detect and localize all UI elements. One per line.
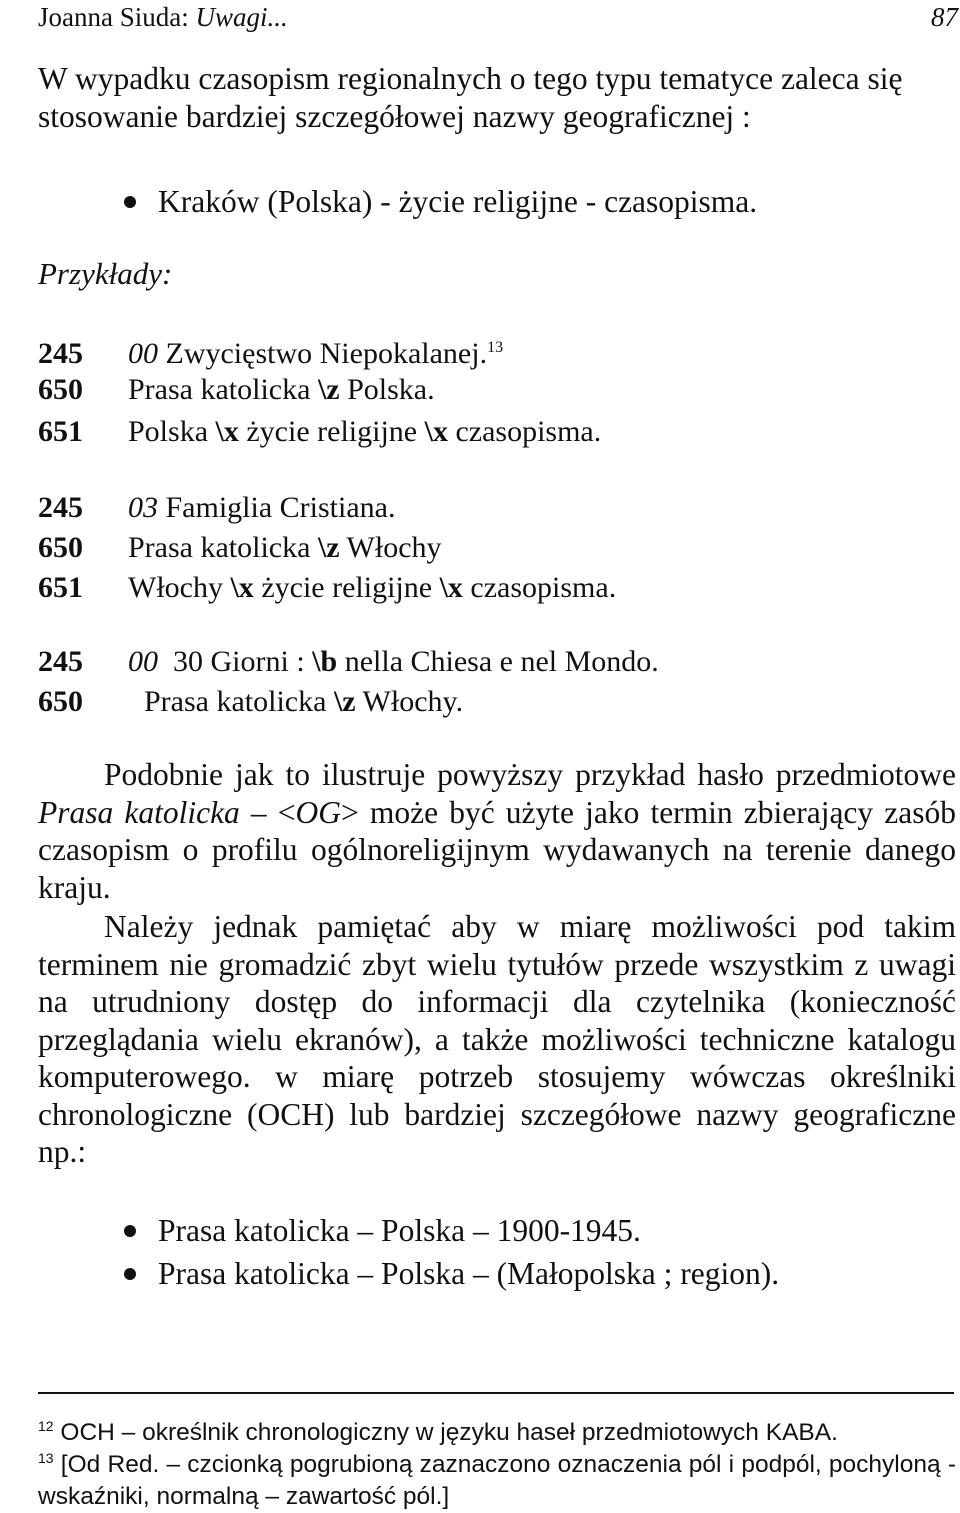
- running-header: [38, 2, 958, 38]
- bullet-item: Prasa katolicka – Polska – (Małopolska ; region).: [124, 1255, 779, 1292]
- footnote: $^{13}$ [Od Red. – czcionką pogrubioną zaznaczono oznaczenia pól i podpól, pochyloną - wskaźniki, normalną – zawartość pól.]: [38, 1450, 956, 1511]
- header-author: Joanna Siuda: Uwagi...: [38, 2, 288, 32]
- bullet-dot-icon: [124, 196, 136, 208]
- page-number: 87: [931, 2, 958, 32]
- marc-record-line: 651 Włochy \x życie religijne \x czasopisma.: [38, 571, 617, 604]
- marc-record-line: 245 00 30 Giorni : \b nella Chiesa e nel Mondo.: [38, 645, 659, 678]
- marc-record-line: 650 Prasa katolicka \z Polska.: [38, 373, 435, 406]
- paragraph-2: Należy jednak pamiętać aby w miarę możliwości pod takim terminem nie gromadzić zbyt wielu tytułów przede wszystkim z uwagi na utrudniony dostęp do informacji dla czytelnika (konieczność przeglądania wielu ekranów), a także możliwości techniczne katalogu komputerowego. w miarę potrzeb stosujemy wówczas określniki chronologiczne (OCH) lub bardziej szczegółowe nazwy geograficzne np.:: [38, 909, 956, 1169]
- bullet-dot-icon: [124, 1268, 136, 1280]
- marc-record-line: 650 Prasa katolicka \z Włochy: [38, 531, 442, 564]
- marc-record-line: 245 03 Famiglia Cristiana.: [38, 491, 396, 524]
- footnote-separator: [38, 1392, 954, 1394]
- marc-record-line: 245 00 Zwycięstwo Niepokalanej.$^{13}$: [38, 337, 504, 370]
- bullet-dot-icon: [124, 1225, 136, 1237]
- bullet-item: Prasa katolicka – Polska – 1900-1945.: [124, 1212, 641, 1249]
- footnote: $^{12}$ OCH – określnik chronologiczny w języku haseł przedmiotowych KABA.: [38, 1418, 838, 1447]
- examples-label: Przykłady:: [38, 256, 173, 291]
- paragraph-1: Podobnie jak to ilustruje powyższy przykład hasło przedmiotowe Prasa katolicka – <OG> może być użyte jako termin zbierający zasób czasopism o profilu ogólnoreligijnym wydawanych na terenie danego kraju.: [38, 757, 956, 905]
- header-title: Uwagi...: [195, 2, 288, 32]
- marc-record-line: 650 Prasa katolicka \z Włochy.: [38, 685, 464, 718]
- marc-record-line: 651 Polska \x życie religijne \x czasopisma.: [38, 415, 602, 448]
- bullet-item: Kraków (Polska) - życie religijne - czasopisma.: [124, 183, 757, 220]
- intro-paragraph: W wypadku czasopism regionalnych o tego typu tematyce zaleca się stosowanie bardziej szczegółowej nazwy geograficznej :: [38, 61, 903, 134]
